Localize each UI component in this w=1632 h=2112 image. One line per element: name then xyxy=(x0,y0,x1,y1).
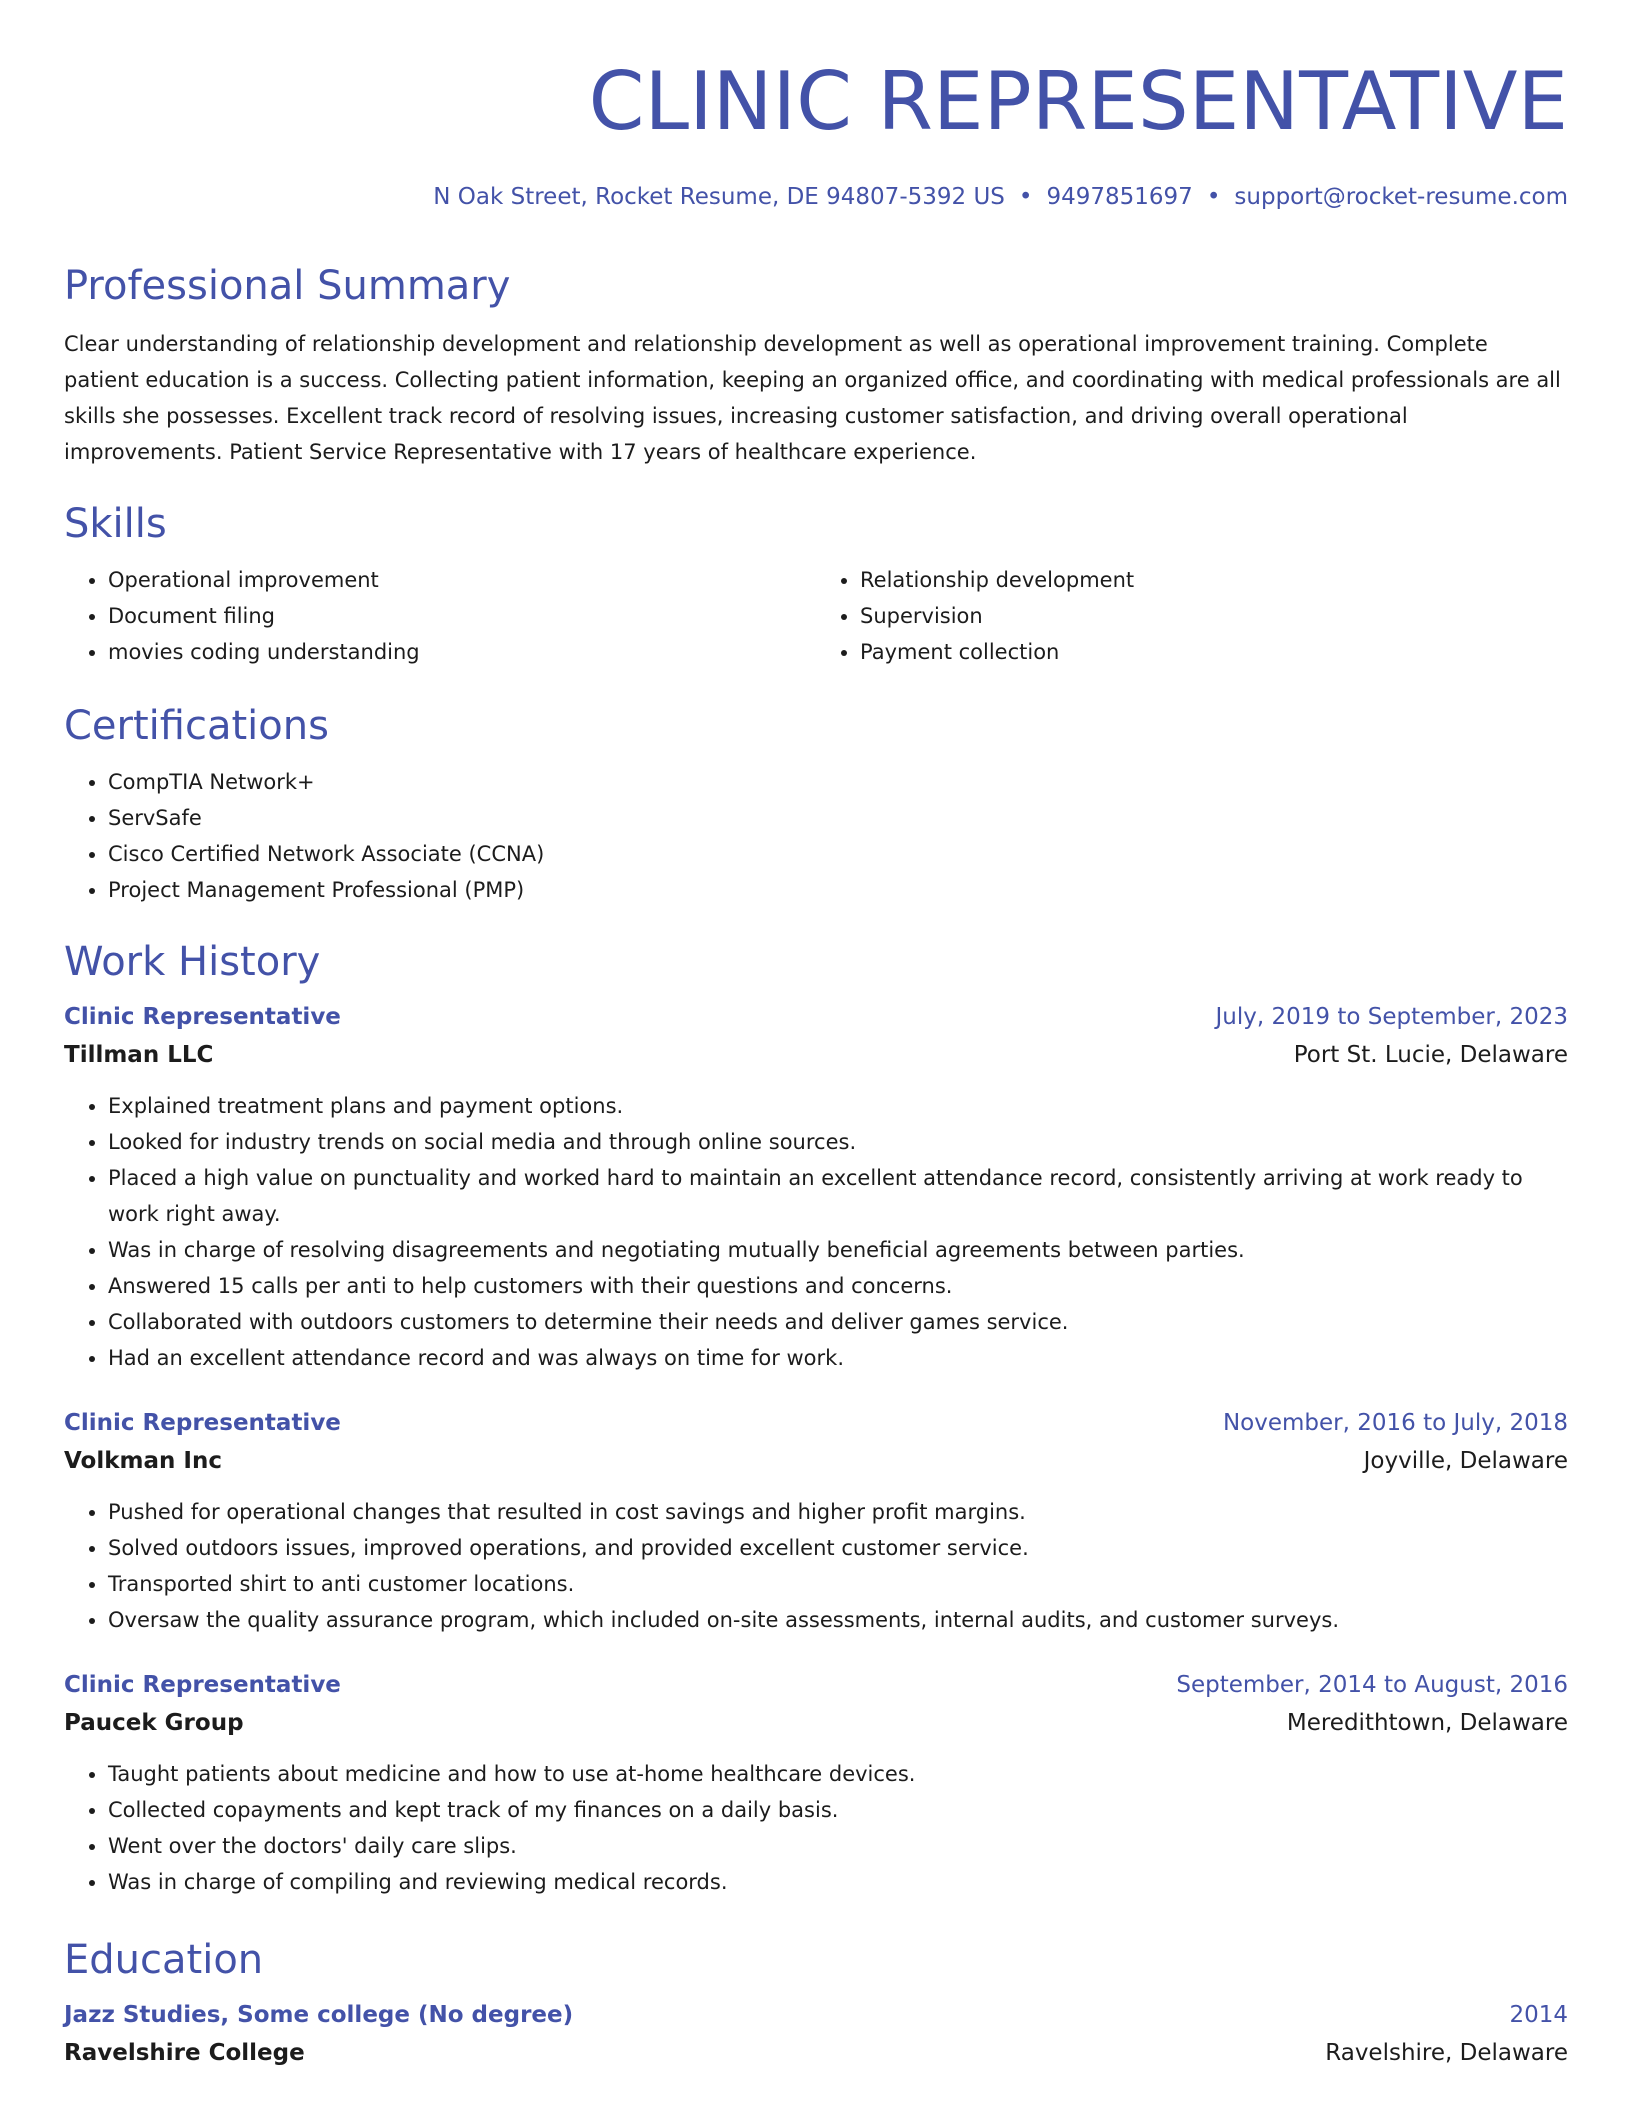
job-dates: September, 2014 to August, 2016 xyxy=(1176,1671,1568,1698)
skills-heading: Skills xyxy=(64,500,167,547)
job-bullet: • Collected copayments and kept track of my finances on a daily basis. xyxy=(108,1792,1568,1828)
work-history-heading: Work History xyxy=(64,938,321,985)
job-bullet: • Taught patients about medicine and how to use at-home healthcare devices. xyxy=(108,1756,1568,1792)
contact-email: support@rocket-resume.com xyxy=(1234,184,1568,210)
skills-list-right xyxy=(816,562,1568,670)
job-bullet: • Transported shirt to anti customer locations. xyxy=(108,1566,1568,1602)
contact-phone: 9497851697 xyxy=(1046,184,1193,210)
contact-address: N Oak Street, Rocket Resume, DE 94807-5392 US xyxy=(433,184,1005,210)
certifications-heading: Certifications xyxy=(64,702,329,749)
contact-separator: • xyxy=(1018,184,1033,210)
job-bullet: • Was in charge of resolving disagreements and negotiating mutually beneficial agreements between parties. xyxy=(108,1232,1568,1268)
job-location: Joyville, Delaware xyxy=(1363,1447,1568,1474)
skill-item: • Supervision xyxy=(860,598,1568,634)
skill-item: • Document filing xyxy=(108,598,816,634)
education-heading: Education xyxy=(64,1936,264,1983)
job-bullet: • Was in charge of compiling and reviewing medical records. xyxy=(108,1864,1568,1900)
job-entry xyxy=(64,1404,1568,1638)
education-school: Ravelshire College xyxy=(64,2039,305,2066)
contact-separator: • xyxy=(1206,184,1221,210)
resume-page xyxy=(64,0,1568,2072)
certifications-list xyxy=(64,764,1568,908)
skill-item: • Payment collection xyxy=(860,634,1568,670)
job-title: Clinic Representative xyxy=(64,1003,341,1030)
education-entry xyxy=(64,1996,1568,2072)
candidate-title: CLINIC REPRESENTATIVE xyxy=(588,55,1568,148)
job-bullets xyxy=(64,1088,1568,1376)
job-title: Clinic Representative xyxy=(64,1671,341,1698)
job-entry xyxy=(64,998,1568,1376)
job-bullet: • Pushed for operational changes that resulted in cost savings and higher profit margins. xyxy=(108,1494,1568,1530)
contact-line xyxy=(64,184,1568,212)
skill-item: • Operational improvement xyxy=(108,562,816,598)
job-bullet: • Had an excellent attendance record and was always on time for work. xyxy=(108,1340,1568,1376)
job-company: Volkman Inc xyxy=(64,1447,222,1474)
education-year: 2014 xyxy=(1509,2001,1568,2028)
skill-item: • Relationship development xyxy=(860,562,1568,598)
job-title: Clinic Representative xyxy=(64,1409,341,1436)
education-degree: Jazz Studies, Some college (No degree) xyxy=(64,2001,574,2028)
summary-heading: Professional Summary xyxy=(64,262,511,309)
job-bullet: • Solved outdoors issues, improved operations, and provided excellent customer service. xyxy=(108,1530,1568,1566)
summary-text: Clear understanding of relationship development and relationship development as well as operational improvement training. Complete patient education is a success. Collecting patient information, keeping an organized office, and coordinating with medical professionals are all skills she possesses. Excellent track record of resolving issues, increasing customer satisfaction, and driving overall operational improvements. Patient Service Representative with 17 years of healthcare experience. xyxy=(64,331,1561,464)
job-location: Port St. Lucie, Delaware xyxy=(1293,1041,1568,1068)
certification-item: • Project Management Professional (PMP) xyxy=(108,872,1568,908)
job-bullet: • Went over the doctors' daily care slips. xyxy=(108,1828,1568,1864)
job-entry xyxy=(64,1666,1568,1900)
job-bullet: • Looked for industry trends on social media and through online sources. xyxy=(108,1124,1568,1160)
job-bullet: • Placed a high value on punctuality and worked hard to maintain an excellent attendance record, consistently arriving at work ready to work right away. xyxy=(108,1160,1568,1232)
job-location: Meredithtown, Delaware xyxy=(1286,1709,1568,1736)
skills-list-left xyxy=(64,562,816,670)
job-bullet: • Oversaw the quality assurance program, which included on-site assessments, internal audits, and customer surveys. xyxy=(108,1602,1568,1638)
certification-item: • ServSafe xyxy=(108,800,1568,836)
job-bullet: • Explained treatment plans and payment options. xyxy=(108,1088,1568,1124)
job-bullets xyxy=(64,1494,1568,1638)
job-company: Tillman LLC xyxy=(64,1041,214,1068)
job-bullet: • Collaborated with outdoors customers to determine their needs and deliver games service. xyxy=(108,1304,1568,1340)
education-location: Ravelshire, Delaware xyxy=(1325,2039,1568,2066)
skill-item: • movies coding understanding xyxy=(108,634,816,670)
job-dates: November, 2016 to July, 2018 xyxy=(1222,1409,1568,1436)
certification-item: • Cisco Certified Network Associate (CCNA) xyxy=(108,836,1568,872)
job-company: Paucek Group xyxy=(64,1709,244,1736)
job-dates: July, 2019 to September, 2023 xyxy=(1215,1003,1568,1030)
certification-item: • CompTIA Network+ xyxy=(108,764,1568,800)
job-bullet: • Answered 15 calls per anti to help customers with their questions and concerns. xyxy=(108,1268,1568,1304)
job-bullets xyxy=(64,1756,1568,1900)
skills-grid xyxy=(64,562,1568,670)
